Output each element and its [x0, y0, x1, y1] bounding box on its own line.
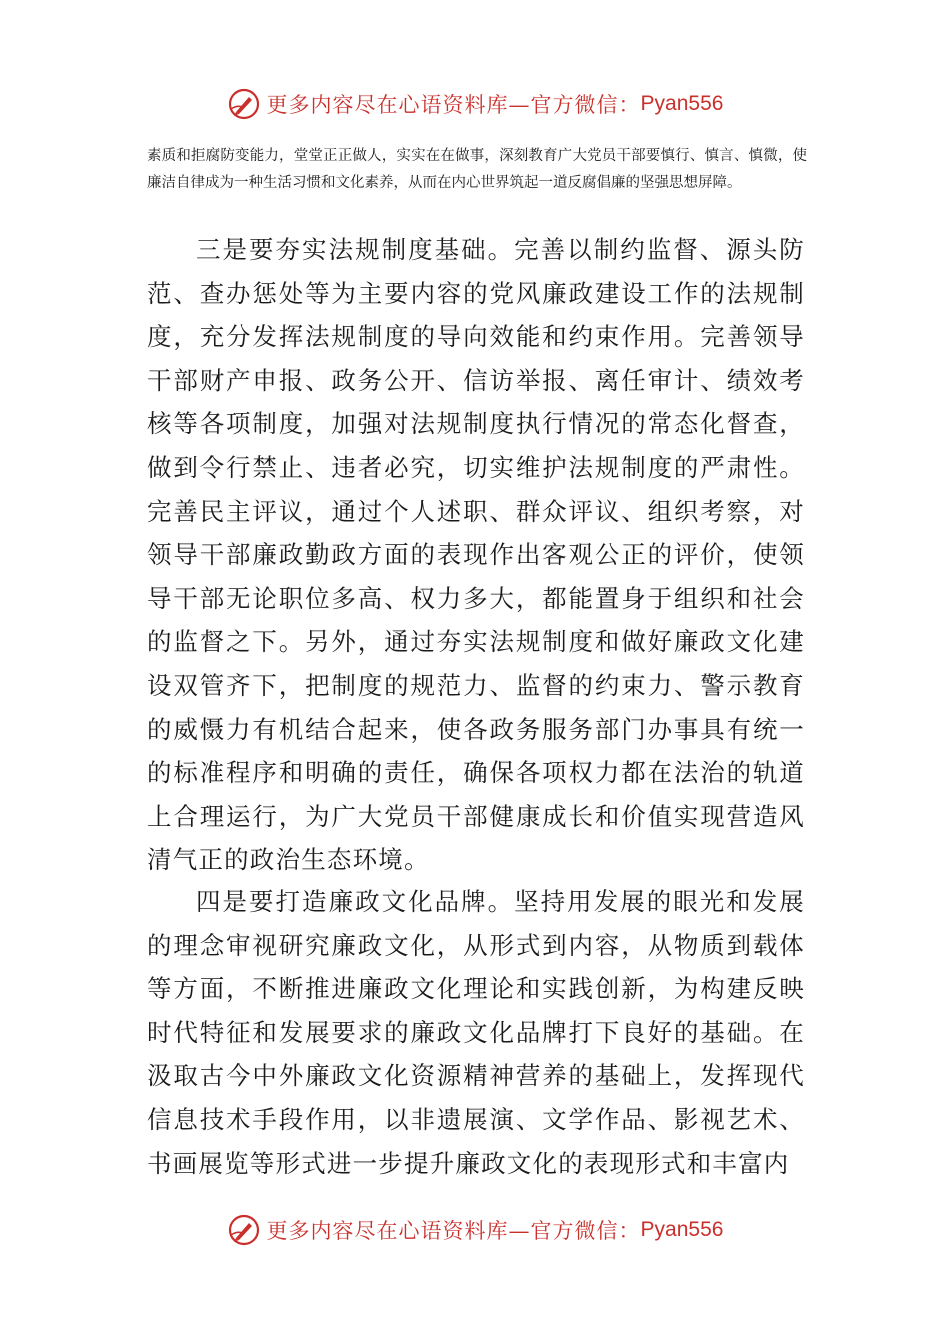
- banner-text: 更多内容尽在心语资料库—官方微信：: [266, 1219, 641, 1243]
- footer-banner: [0, 1210, 950, 1250]
- banner-text: 更多内容尽在心语资料库—官方微信：: [266, 93, 641, 117]
- paragraph-3: 三是要夯实法规制度基础。完善以制约监督、源头防范、查办惩处等为主要内容的党风廉政建设工作的法规制度，充分发挥法规制度的导向效能和约束作用。完善领导干部财产申报、政务公开、信访举报、离任审计、绩效考核等各项制度，加强对法规制度执行情况的常态化督查，做到令行禁止、违者必究，切实维护法规制度的严肃性。完善民主评议，通过个人述职、群众评议、组织考察，对领导干部廉政勤政方面的表现作出客观公正的评价，使领导干部无论职位多高、权力多大，都能置身于组织和社会的监督之下。另外，通过夯实法规制度和做好廉政文化建设双管齐下，把制度的规范力、监督的约束力、警示教育的威慑力有机结合起来，使各政务服务部门办事具有统一的标准程序和明确的责任，确保各项权力都在法治的轨道上合理运行，为广大党员干部健康成长和价值实现营造风清气正的政治生态环境。: [147, 235, 805, 875]
- wechat-id: Pyan556: [640, 92, 724, 115]
- continued-paragraph: 素质和拒腐防变能力，堂堂正正做人，实实在在做事，深刻教育广大党员干部要慎行、慎言、慎微，使廉洁自律成为一种生活习惯和文化素养，从而在内心世界筑起一道反腐倡廉的坚强思想屏障。: [147, 148, 807, 191]
- pen-logo-icon: [227, 87, 261, 121]
- paragraph-4: 四是要打造廉政文化品牌。坚持用发展的眼光和发展的理念审视研究廉政文化，从形式到内容，从物质到载体等方面，不断推进廉政文化理论和实践创新，为构建反映时代特征和发展要求的廉政文化品牌打下良好的基础。在汲取古今中外廉政文化资源精神营养的基础上，发挥现代信息技术手段作用，以非遗展演、文学作品、影视艺术、书画展览等形式进一步提升廉政文化的表现形式和丰富内: [147, 887, 805, 1178]
- pen-logo-icon: [227, 1213, 261, 1247]
- header-banner: [0, 84, 950, 124]
- wechat-id: Pyan556: [640, 1218, 724, 1241]
